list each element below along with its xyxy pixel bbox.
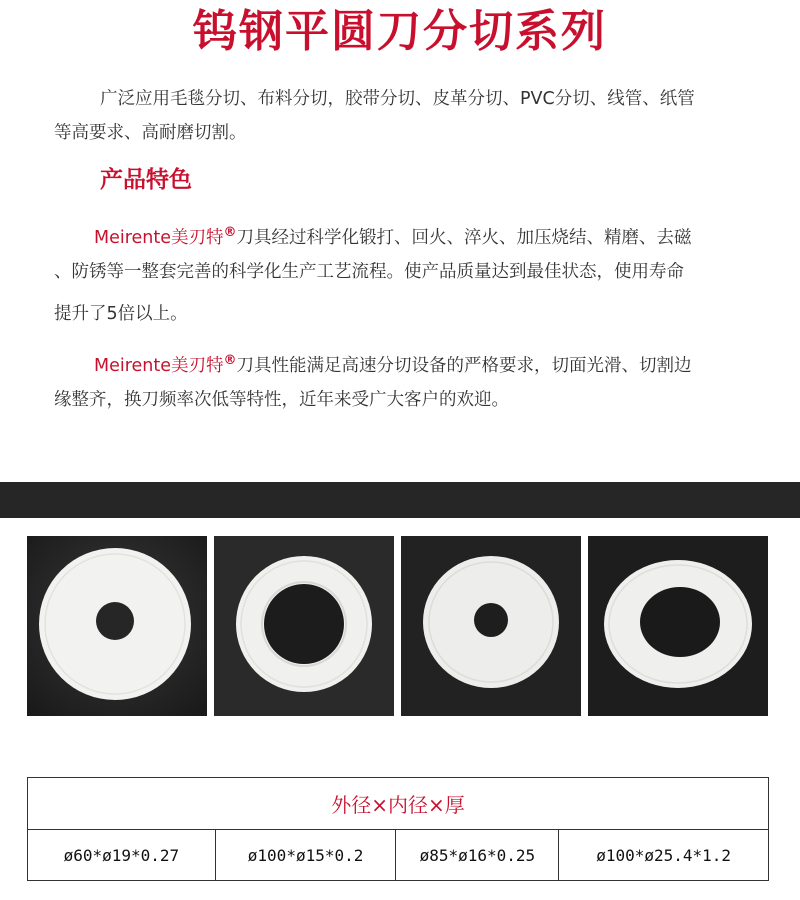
intro-line-1: 广泛应用毛毯分切、布料分切，胶带分切、皮革分切、PVC分切、线管、纸管 [100, 89, 695, 109]
intro-line-2: 等高要求、高耐磨切割。 [54, 123, 247, 143]
section-divider-band [0, 482, 800, 518]
flat-round-blade-angled-large-bore-photo [588, 536, 768, 716]
feature-paragraph-2 [54, 344, 760, 417]
feature-1-line-2: 、防锈等一整套完善的科学化生产工艺流程。使产品质量达到最佳状态，使用寿命 [54, 262, 684, 282]
feature-2-text: 刀具性能满足高速分切设备的严格要求，切面光滑、切割边 [236, 356, 692, 376]
flat-round-blade-angled-small-bore-photo [401, 536, 581, 716]
intro-paragraph [54, 82, 760, 150]
feature-1-text: 刀具经过科学化锻打、回火、淬火、加压烧结、精磨、去磁 [236, 228, 692, 248]
feature-1-line-1 [54, 216, 760, 255]
feature-paragraph-1 [54, 216, 760, 331]
spec-table [27, 777, 769, 881]
feature-2-line-2: 缘整齐，换刀频率次低等特性，近年来受广大客户的欢迎。 [54, 390, 509, 410]
spec-cell: ø85*ø16*0.25 [396, 830, 559, 881]
section-title: 产品特色 [100, 167, 192, 193]
spec-cell: ø100*ø15*0.2 [215, 830, 396, 881]
feature-1-line-3: 提升了5倍以上。 [54, 304, 188, 324]
spec-cell: ø60*ø19*0.27 [28, 830, 216, 881]
page-title: 钨钢平圆刀分切系列 [193, 6, 607, 57]
flat-round-blade-small-bore-photo [27, 536, 207, 716]
table-row [28, 830, 769, 881]
feature-2-line-1 [54, 344, 760, 383]
brand-name: Meirente美刃特® [94, 225, 237, 248]
registered-mark: ® [223, 353, 237, 368]
spec-table-header: 外径×内径×厚 [28, 778, 769, 830]
flat-round-blade-large-bore-photo [214, 536, 394, 716]
registered-mark: ® [223, 225, 237, 240]
spec-cell: ø100*ø25.4*1.2 [559, 830, 769, 881]
spec-table-header-row [28, 778, 769, 830]
brand-name: Meirente美刃特® [94, 353, 237, 376]
